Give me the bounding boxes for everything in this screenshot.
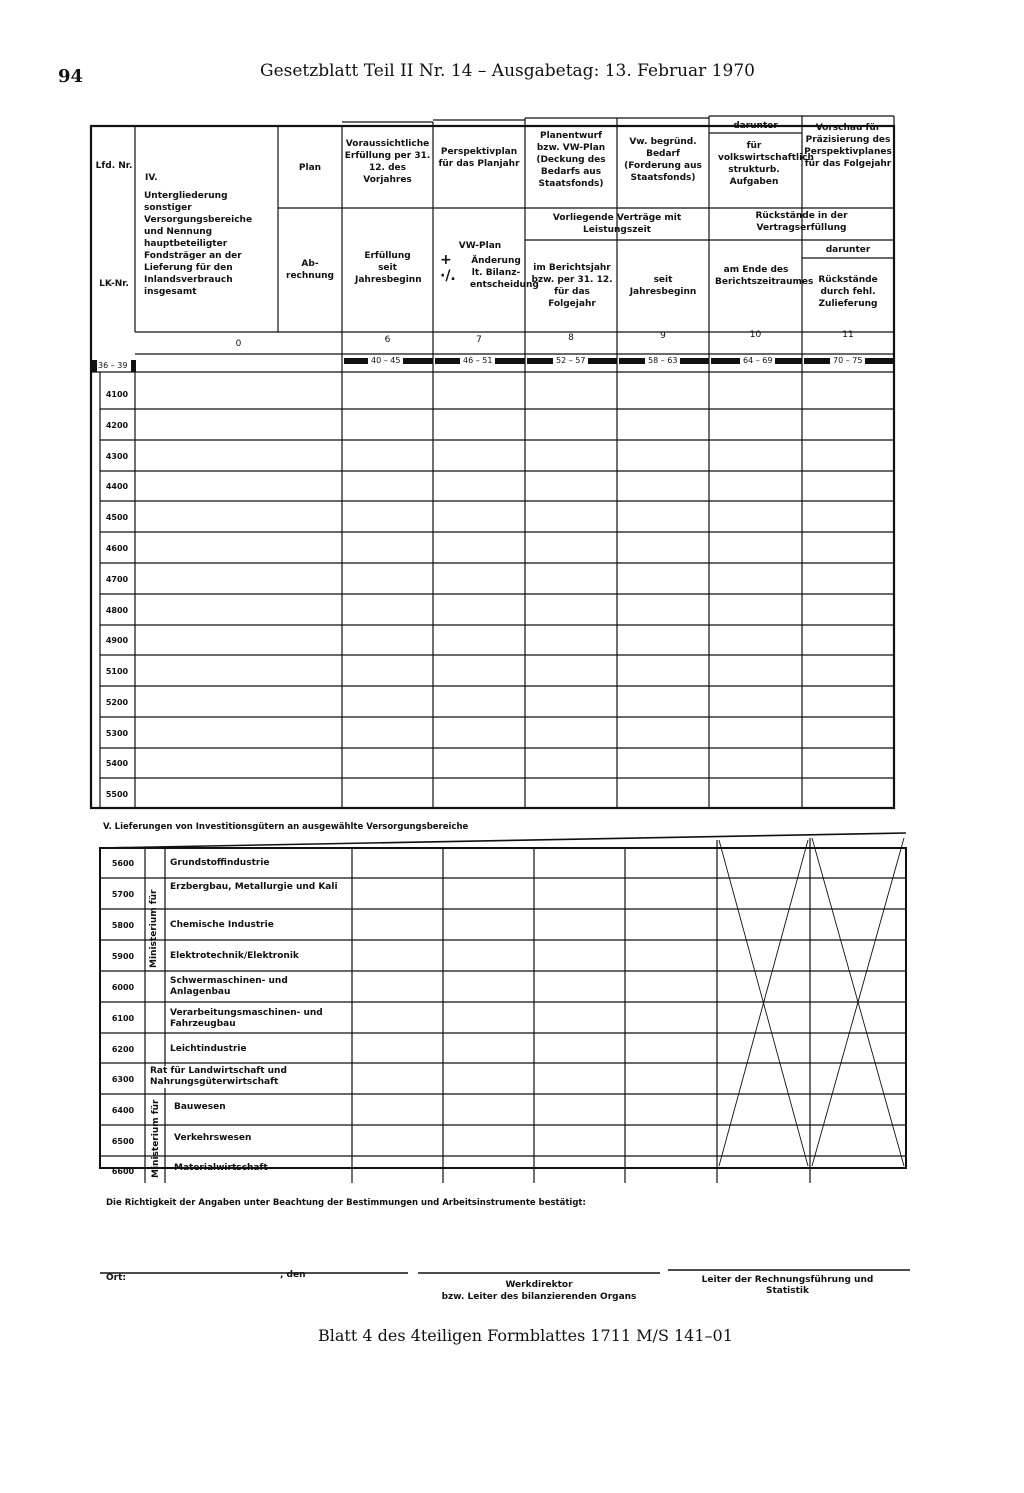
- col-number-9: 9: [660, 331, 666, 341]
- ort-label: Ort:: [106, 1273, 126, 1283]
- col-berichtsjahr: im Berichtsjahr bzw. per 31. 12. für das Folgejahr: [531, 263, 613, 309]
- row-lk-4200: 4200: [105, 421, 129, 430]
- row-lk-6500: 6500: [111, 1137, 135, 1146]
- row-label-6400: Bauwesen: [174, 1102, 226, 1112]
- card-range: 40 – 45: [368, 356, 403, 365]
- card-range: 52 – 57: [553, 356, 588, 365]
- card-range: 64 – 69: [740, 356, 775, 365]
- col-vw-plan-aenderung: Änderung lt. Bilanz-entscheidung: [470, 256, 539, 290]
- col-zulieferung: Rückstände durch fehl. Zulieferung: [818, 275, 878, 309]
- row-label-6500: Verkehrswesen: [174, 1133, 252, 1143]
- row-lk-4500: 4500: [105, 513, 129, 522]
- ministerium-label-lower: Ministerium für: [151, 1099, 161, 1178]
- row-label-6600: Materialwirtschaft: [174, 1163, 268, 1173]
- form-footer: Blatt 4 des 4teiligen Formblattes 1711 M/S 141–01: [318, 1326, 733, 1345]
- row-lk-4400: 4400: [105, 482, 129, 491]
- col-darunter-2: darunter: [825, 245, 871, 255]
- row-lk-5500: 5500: [105, 790, 129, 799]
- row-label-6000: Schwermaschinen- und Anlagenbau: [170, 976, 288, 997]
- row-label-6200: Leichtindustrie: [170, 1044, 247, 1054]
- row-lk-6100: 6100: [111, 1014, 135, 1023]
- col-seit-jahresbeginn: seit Jahresbeginn: [629, 275, 697, 297]
- col-erfuellung-vorjahr: Voraussichtliche Erfüllung per 31. 12. des Vorjahres: [344, 139, 431, 185]
- row-lk-6200: 6200: [111, 1045, 135, 1054]
- running-title: Gesetzblatt Teil II Nr. 14 – Ausgabetag: 13. Februar 1970: [260, 61, 755, 81]
- row-lk-5600: 5600: [111, 859, 135, 868]
- col-vertraege: Vorliegende Verträge mit Leistungszeit: [552, 213, 682, 235]
- col-ende-berichtszeitraum: am Ende des Berichtszeitraumes: [715, 265, 814, 287]
- card-col-first: 36 – 39: [98, 361, 128, 370]
- row-lk-4300: 4300: [105, 452, 129, 461]
- row-lk-5100: 5100: [105, 667, 129, 676]
- col-lfd-nr: Lfd. Nr.: [95, 161, 133, 171]
- row-lk-5200: 5200: [105, 698, 129, 707]
- card-range: 58 – 63: [645, 356, 680, 365]
- werkdirektor-label: Werkdirektor: [505, 1280, 573, 1290]
- row-lk-4900: 4900: [105, 636, 129, 645]
- col-number-0: 0: [235, 339, 242, 349]
- col-vorschau: Vorschau für Präzisierung des Perspektivplanes für das Folgejahr: [804, 123, 892, 169]
- col-planentwurf: Planentwurf bzw. VW-Plan (Deckung des Bedarfs aus Staatsfonds): [536, 131, 606, 189]
- ministerium-label-upper: Ministerium für: [149, 889, 159, 968]
- col-number-10: 10: [749, 330, 762, 340]
- section-iv-number: IV.: [145, 173, 158, 183]
- row-lk-5300: 5300: [105, 729, 129, 738]
- row-lk-4600: 4600: [105, 544, 129, 553]
- col-darunter-1: darunter: [733, 121, 778, 131]
- col-lk-nr: LK-Nr.: [99, 279, 129, 289]
- row-label-5700: Erzbergbau, Metallurgie und Kali: [170, 882, 338, 892]
- col-perspektivplan: Perspektivplan für das Planjahr: [438, 147, 520, 169]
- card-range: 46 – 51: [460, 356, 495, 365]
- col-number-7: 7: [476, 335, 482, 345]
- row-label-5600: Grundstoffindustrie: [170, 858, 270, 868]
- row-lk-4100: 4100: [105, 390, 129, 399]
- col-rueckstaende: Rückstände in der Vertragserfüllung: [755, 211, 848, 233]
- row-lk-6000: 6000: [111, 983, 135, 992]
- row-lk-6600: 6600: [111, 1167, 135, 1176]
- row-lk-4800: 4800: [105, 606, 129, 615]
- col-plan: Plan: [298, 163, 322, 173]
- certification-text: Die Richtigkeit der Angaben unter Beachtung der Bestimmungen und Arbeitsinstrumente bestätigt:: [106, 1198, 586, 1208]
- col-number-8: 8: [568, 333, 574, 343]
- row-lk-5700: 5700: [111, 890, 135, 899]
- row-lk-6300: 6300: [111, 1075, 135, 1084]
- row-label-6300: Rat für Landwirtschaft und Nahrungsgüterwirtschaft: [150, 1066, 330, 1088]
- row-lk-5400: 5400: [105, 759, 129, 768]
- section-v-title: V. Lieferungen von Investitionsgütern an ausgewählte Versorgungsbereiche: [103, 822, 469, 832]
- card-range: 70 – 75: [830, 356, 865, 365]
- leiter-rechnung-label: Leiter der Rechnungsführung und Statistik: [701, 1275, 874, 1296]
- row-lk-5900: 5900: [111, 952, 135, 961]
- col-number-6: 6: [384, 335, 391, 345]
- row-label-6100: Verarbeitungsmaschinen- und Fahrzeugbau: [170, 1008, 323, 1029]
- leiter-organ-label: bzw. Leiter des bilanzierenden Organs: [441, 1292, 637, 1302]
- row-lk-6400: 6400: [111, 1106, 135, 1115]
- col-vw-bedarf: Vw. begründ. Bedarf (Forderung aus Staatsfonds): [624, 137, 702, 183]
- row-lk-5800: 5800: [111, 921, 135, 930]
- row-label-5900: Elektrotechnik/Elektronik: [170, 951, 299, 961]
- col-abrechnung: Ab-rechnung: [286, 259, 334, 281]
- section-iv-title: Untergliederung sonstiger Versorgungsbereiche und Nennung hauptbeteiligter Fondsträger an der Lieferung für den Inlandsverbrauch insgesamt: [144, 191, 253, 297]
- col-volkswirt: für volkswirtschaftlich strukturb. Aufgaben: [718, 141, 814, 187]
- den-label: , den: [280, 1270, 306, 1280]
- row-lk-4700: 4700: [105, 575, 129, 584]
- col-number-11: 11: [842, 330, 854, 340]
- col-erfuellung-seit: Erfüllung seit Jahresbeginn: [355, 251, 422, 285]
- col-vw-plan-symbol: + ·/.: [440, 252, 456, 284]
- row-label-5800: Chemische Industrie: [170, 920, 274, 930]
- col-vw-plan: VW-Plan: [458, 241, 502, 251]
- page-number: 94: [58, 66, 84, 87]
